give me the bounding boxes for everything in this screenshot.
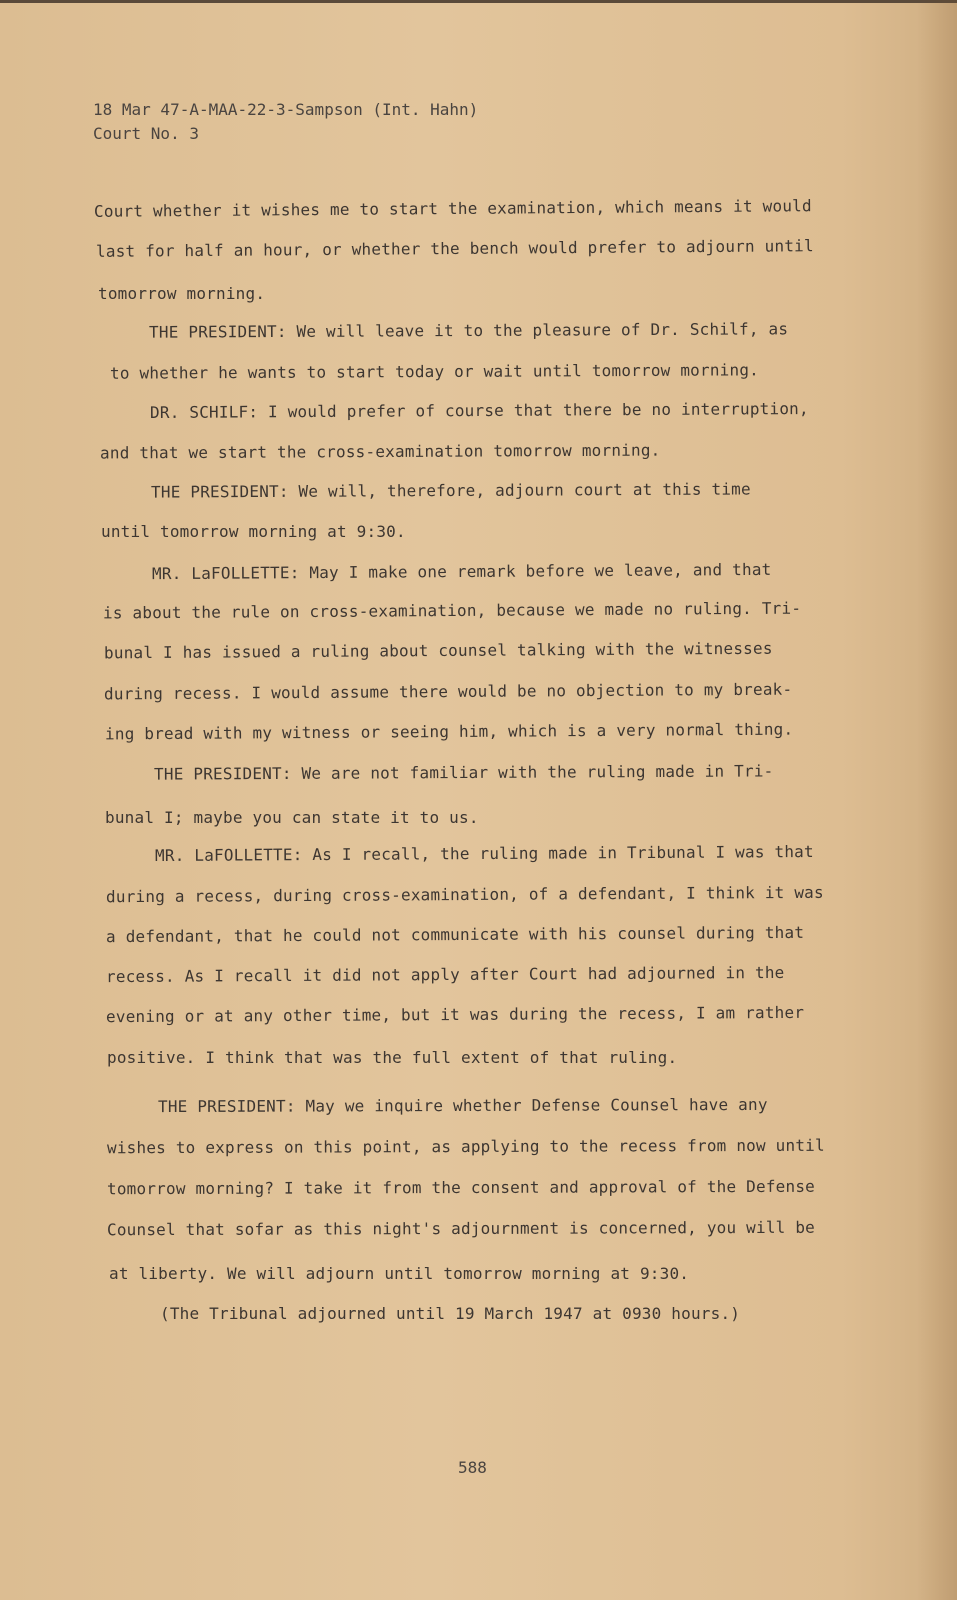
text-line: THE PRESIDENT: We are not familiar with the ruling made in Tri- — [153, 761, 774, 784]
text-line: recess. As I recall it did not apply after Court had adjourned in the — [105, 962, 785, 987]
text-line: until tomorrow morning at 9:30. — [101, 522, 406, 541]
text-line: tomorrow morning? I take it from the consent and approval of the Defense — [106, 1176, 815, 1199]
text-line: evening or at any other time, but it was during the recess, I am rather — [105, 1002, 805, 1027]
text-line: bunal I has issued a ruling about counsel talking with the witnesses — [103, 638, 773, 663]
document-header — [93, 98, 478, 146]
text-line: THE PRESIDENT: We will, therefore, adjourn court at this time — [150, 479, 751, 502]
text-line: MR. LaFOLLETTE: May I make one remark before we leave, and that — [151, 559, 772, 584]
text-line: THE PRESIDENT: May we inquire whether Defense Counsel have any — [157, 1094, 768, 1117]
text-line: to whether he wants to start today or wait until tomorrow morning. — [109, 360, 760, 383]
text-line: wishes to express on this point, as applying to the recess from now until — [106, 1135, 825, 1158]
text-line: and that we start the cross-examination tomorrow morning. — [99, 440, 661, 463]
text-line: (The Tribunal adjourned until 19 March 1947 at 0930 hours.) — [160, 1304, 741, 1323]
text-line: bunal I; maybe you can state it to us. — [105, 808, 479, 827]
text-line: tomorrow morning. — [98, 284, 266, 303]
header-case-line: 18 Mar 47-A-MAA-22-3-Sampson (Int. Hahn) — [93, 100, 479, 119]
text-line: during a recess, during cross-examination, of a defendant, I think it was — [105, 882, 824, 907]
page-edge-shadow — [917, 0, 957, 1600]
text-line: during recess. I would assume there would be no objection to my break- — [103, 679, 793, 704]
text-line: Counsel that sofar as this night's adjournment is concerned, you will be — [106, 1217, 815, 1240]
header-court-line: Court No. 3 — [93, 124, 199, 143]
text-line: Court whether it wishes me to start the examination, which means it would — [93, 196, 812, 221]
top-border — [0, 0, 957, 3]
text-line: at liberty. We will adjourn until tomorrow morning at 9:30. — [109, 1264, 690, 1283]
text-line: is about the rule on cross-examination, because we made no ruling. Tri- — [102, 598, 802, 623]
text-line: DR. SCHILF: I would prefer of course that there be no interruption, — [149, 398, 809, 423]
text-line: last for half an hour, or whether the bench would prefer to adjourn until — [95, 236, 814, 261]
text-line: ing bread with my witness or seeing him, which is a very normal thing. — [104, 719, 794, 744]
text-line: positive. I think that was the full extent of that ruling. — [107, 1048, 678, 1067]
text-line: MR. LaFOLLETTE: As I recall, the ruling made in Tribunal I was that — [154, 841, 814, 866]
page-number: 588 — [458, 1458, 487, 1477]
text-line: THE PRESIDENT: We will leave it to the pleasure of Dr. Schilf, as — [148, 319, 789, 342]
text-line: a defendant, that he could not communicate with his counsel during that — [105, 922, 805, 947]
